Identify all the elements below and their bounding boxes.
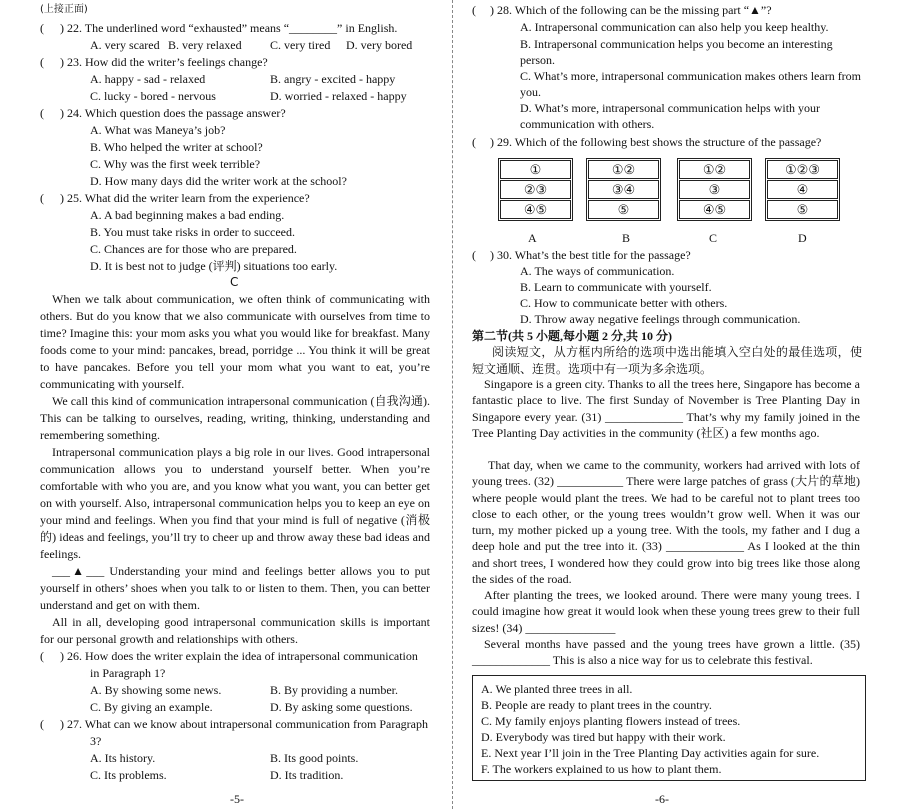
q25-option-c: C. Chances are for those who are prepared.: [90, 242, 297, 256]
q30-option-a: A. The ways of communication.: [520, 264, 675, 278]
passage-paragraph-1: Singapore is a green city. Thanks to all the trees here, Singapore has become a fantastic place to live. The first Sunday of November is Tree Planting Day in Singapore every year. (31) _____________ That’s why my family joined in the Tree Planting Day activities in the community (社区) a few months ago.: [472, 377, 860, 440]
grid-d-cell: ⑤: [767, 200, 838, 219]
page-divider: [452, 0, 453, 809]
q28-option-a: A. Intrapersonal communication can also help you keep healthy.: [520, 20, 829, 34]
box-option-b: B. People are ready to plant trees in the country.: [481, 698, 712, 712]
section-2-instructions: 阅读短文，从方框内所给的选项中选出能填入空白处的最佳选项，使短文通顺、连贯。选项中有一项为多余选项。: [472, 345, 862, 376]
q29-stem: ) 29. Which of the following best shows the structure of the passage?: [490, 135, 822, 149]
q28-paren: (: [472, 3, 476, 17]
box-option-c: C. My family enjoys planting flowers instead of trees.: [481, 714, 741, 728]
q30-option-d: D. Throw away negative feelings through communication.: [520, 312, 801, 326]
grid-c-cell: ③: [679, 180, 750, 199]
q24-option-a: A. What was Maneya’s job?: [90, 123, 226, 137]
q23-stem: ) 23. How did the writer’s feelings change?: [60, 55, 268, 69]
passage-paragraph-4: Several months have passed and the young trees have grown a little. (35) _____________ This is also a nice way for us to celebrate this festival.: [472, 637, 860, 668]
q23-option-a: A. happy - sad - relaxed: [90, 72, 206, 86]
passage-c-paragraph-1: When we talk about communication, we often think of communicating with others. But do you know that we also communicate with ourselves from time to time? Imagine this: your mom asks you what you would like for breakfast. Many foods come to your mind: pancakes, bread, porridge ... You think it will be great to have pancakes. Before you tell your mom what you want to eat, you’re communicating with yourself.: [40, 292, 430, 391]
q26-option-b: B. By providing a number.: [270, 683, 398, 697]
passage-c-paragraph-5: All in all, developing good intrapersonal communication skills is important for our personal growth and relationships with others.: [40, 615, 430, 646]
q27-stem: ) 27. What can we know about intrapersonal communication from Paragraph: [60, 717, 428, 731]
grid-c-cell: ④⑤: [679, 200, 750, 219]
q25-stem: ) 25. What did the writer learn from the experience?: [60, 191, 310, 205]
q23-option-b: B. angry - excited - happy: [270, 72, 396, 86]
q22-option-a: A. very scared: [90, 38, 160, 52]
box-option-f: F. The workers explained to us how to plant them.: [481, 762, 722, 776]
box-option-e: E. Next year I’ll join in the Tree Planting Day activities again for sure.: [481, 746, 820, 760]
q23-option-c: C. lucky - bored - nervous: [90, 89, 216, 103]
q24-option-b: B. Who helped the writer at school?: [90, 140, 263, 154]
grid-d-cell: ④: [767, 180, 838, 199]
q28-option-b: B. Intrapersonal communication helps you become an interesting person.: [520, 37, 833, 67]
q22-paren: (: [40, 21, 44, 35]
section-c-heading: C: [230, 275, 239, 289]
grid-a-label: A: [528, 231, 537, 245]
passage-c-paragraph-2: We call this kind of communication intrapersonal communication (自我沟通). This can be talking to ourselves, reading, writing, thinking, understanding and remembering something.: [40, 394, 430, 442]
q25-paren: (: [40, 191, 44, 205]
q27-option-b: B. Its good points.: [270, 751, 359, 765]
grid-d-label: D: [798, 231, 807, 245]
page-number-left: -5-: [230, 792, 244, 806]
grid-a-cell: ①: [500, 160, 571, 179]
grid-d-cell: ①②③: [767, 160, 838, 179]
section-2-title: 第二节(共 5 小题,每小题 2 分,共 10 分): [472, 329, 672, 343]
passage-c-paragraph-4: ___▲___ Understanding your mind and feelings better allows you to put yourself in others’ shoes when you talk to or listen to them. Then, you can better understand and get on with them.: [40, 564, 430, 612]
grid-b-cell: ③④: [588, 180, 659, 199]
q23-paren: (: [40, 55, 44, 69]
q25-option-d: D. It is best not to judge (评判) situations too early.: [90, 259, 338, 273]
box-option-a: A. We planted three trees in all.: [481, 682, 633, 696]
q22-option-d: D. very bored: [346, 38, 413, 52]
q24-stem: ) 24. Which question does the passage answer?: [60, 106, 286, 120]
q28-stem: ) 28. Which of the following can be the missing part “▲”?: [490, 3, 772, 17]
q28-option-d: D. What’s more, intrapersonal communication helps with your communication with others.: [520, 101, 821, 131]
q30-option-b: B. Learn to communicate with yourself.: [520, 280, 712, 294]
q28-option-c: C. What’s more, intrapersonal communication makes others learn from you.: [520, 69, 862, 99]
q26-option-a: A. By showing some news.: [90, 683, 222, 697]
q24-option-d: D. How many days did the writer work at the school?: [90, 174, 347, 188]
continued-header: (上接正面): [40, 4, 88, 15]
q27-option-a: A. Its history.: [90, 751, 156, 765]
q23-option-d: D. worried - relaxed - happy: [270, 89, 407, 103]
q26-stem: ) 26. How does the writer explain the idea of intrapersonal communication: [60, 649, 418, 663]
grid-a-cell: ②③: [500, 180, 571, 199]
q26-option-c: C. By giving an example.: [90, 700, 213, 714]
q25-option-a: A. A bad beginning makes a bad ending.: [90, 208, 285, 222]
page-number-right: -6-: [655, 792, 669, 806]
structure-grid-c: [677, 158, 752, 221]
grid-c-cell: ①②: [679, 160, 750, 179]
box-option-d: D. Everybody was tired but happy with their work.: [481, 730, 726, 744]
q26-stem-cont: in Paragraph 1?: [90, 666, 166, 680]
grid-b-label: B: [622, 231, 631, 245]
grid-b-cell: ⑤: [588, 200, 659, 219]
q22-option-c: C. very tired: [270, 38, 331, 52]
q24-option-c: C. Why was the first week terrible?: [90, 157, 261, 171]
q30-paren: (: [472, 248, 476, 262]
q30-option-c: C. How to communicate better with others.: [520, 296, 728, 310]
q24-paren: (: [40, 106, 44, 120]
grid-a-cell: ④⑤: [500, 200, 571, 219]
structure-grid-a: [498, 158, 573, 221]
q27-option-c: C. Its problems.: [90, 768, 167, 782]
grid-c-label: C: [709, 231, 718, 245]
q27-paren: (: [40, 717, 44, 731]
q26-option-d: D. By asking some questions.: [270, 700, 413, 714]
q22-option-b: B. very relaxed: [168, 38, 242, 52]
structure-grid-d: [765, 158, 840, 221]
q30-stem: ) 30. What’s the best title for the passage?: [490, 248, 691, 262]
q25-option-b: B. You must take risks in order to succeed.: [90, 225, 295, 239]
grid-b-cell: ①②: [588, 160, 659, 179]
q27-option-d: D. Its tradition.: [270, 768, 344, 782]
passage-paragraph-2: That day, when we came to the community, workers had arrived with lots of young trees. (32) ___________ There were large patches of grass (大片的草地) where people would plant the trees. We had to be careful not to plant trees too close to each other, or the young trees wouldn’t grow well. When it was our turn, my mother picked up a young tree. With the tools, my father and I dug a deep hole and put the tree into it. (33) _____________ As I looked at the thin and short trees, I wondered how they could grow into big trees like those along the sides of the road.: [472, 458, 860, 587]
q22-stem: ) 22. The underlined word “exhausted” means “________” in English.: [60, 21, 398, 35]
passage-paragraph-3: After planting the trees, we looked around. There were many young trees. I could imagine how great it would look when these young trees grew to their full sizes! (34) _______________: [472, 588, 860, 635]
structure-grid-b: [586, 158, 661, 221]
q26-paren: (: [40, 649, 44, 663]
options-box: [472, 675, 866, 781]
passage-c-paragraph-3: Intrapersonal communication plays a big role in our lives. Good intrapersonal communication allows you to understand yourself better. When you’re comfortable with who you are, and you know what you want, you can better get on with yourself. Also, intrapersonal communication helps you to keep an eye on your mind and feelings. When you find that your mind is full of negative (消极的) ideas and feelings, you’ll try to cheer up and throw away these bad ideas and feelings.: [40, 445, 430, 561]
q27-stem-cont: 3?: [90, 734, 102, 748]
q29-paren: (: [472, 135, 476, 149]
